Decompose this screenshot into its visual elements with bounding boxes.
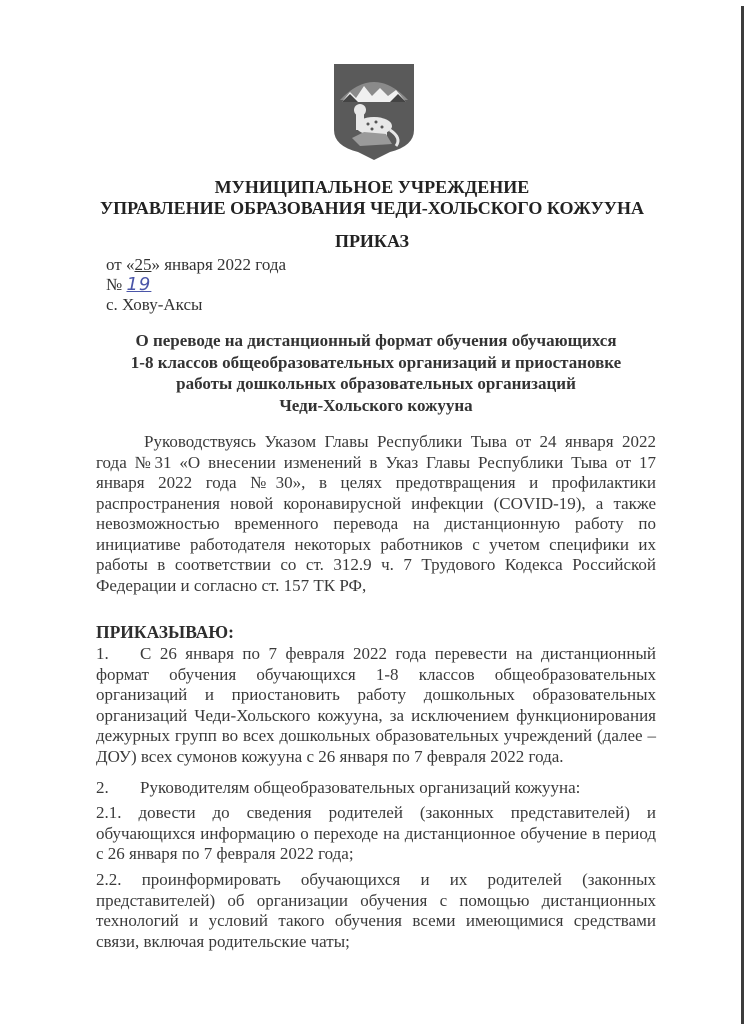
item-text: Руководителям общеобразовательных организаций кожууна:	[140, 778, 581, 797]
order-subject	[96, 330, 656, 416]
item-text: довести до сведения родителей (законных представителей) и обучающихся информацию о переходе на дистанционное обучение в период с 26 января по 7 февраля 2022 года;	[96, 803, 656, 863]
item-text: проинформировать обучающихся и их родителей (законных представителей) об организации обучения с помощью дистанционных технологий и условий такого обучения всеми имеющимися средствами связи, включая родительские чаты;	[96, 870, 656, 951]
organization-name-line-2: УПРАВЛЕНИЕ ОБРАЗОВАНИЯ ЧЕДИ-ХОЛЬСКОГО КОЖУУНА	[99, 198, 645, 218]
item-number: 2.1.	[96, 803, 122, 822]
date-suffix: » января 2022 года	[151, 255, 287, 274]
date-prefix: от «	[106, 255, 135, 274]
order-item-2-1	[96, 803, 656, 865]
order-number	[106, 275, 151, 295]
organization-name-line-1: МУНИЦИПАЛЬНОЕ УЧРЕЖДЕНИЕ	[214, 177, 530, 197]
subject-line: работы дошкольных образовательных организаций	[176, 374, 576, 393]
order-item-1	[96, 644, 656, 767]
subject-line: 1-8 классов общеобразовательных организаций и приостановке	[130, 352, 622, 372]
order-place: с. Хову-Аксы	[106, 295, 203, 314]
item-text: С 26 января по 7 февраля 2022 года перевести на дистанционный формат обучения обучающихся 1-8 классов общеобразовательных организаций и приостановить работу дошкольных образовательных организаций Чеди-Хольского кожууна, за исключением функционирования дежурных групп во всех дошкольных образовательных учреждений (далее – ДОУ) всех сумонов кожууна с 26 января по 7 февраля 2022 года.	[96, 644, 656, 766]
preamble-paragraph: Руководствуясь Указом Главы Республики Тыва от 24 января 2022 года №31 «О внесении изменений в Указ Главы Республики Тыва от 17 января 2022 года №30», в целях предотвращения и профилактики распространения новой коронавирусной инфекции (COVID-19), а также невозможностью временного перевода на дистанционную работу по инициативе работодателя некоторых работников с учетом специфики их работы в соответствии со ст. 312.9 ч. 7 Трудового Кодекса Российской Федерации и согласно ст. 157 ТК РФ,	[96, 432, 656, 595]
handwritten-order-number: 19	[126, 274, 152, 295]
coat-of-arms-emblem-icon	[330, 60, 418, 162]
document-type-title: ПРИКАЗ	[334, 231, 410, 251]
order-item-2	[96, 778, 656, 799]
orders-heading: ПРИКАЗЫВАЮ:	[96, 622, 234, 642]
order-date	[106, 255, 286, 275]
date-day: 25	[134, 255, 152, 274]
number-prefix: №	[106, 275, 127, 294]
subject-line: Чеди-Хольского кожууна	[279, 395, 473, 415]
subject-line: О переводе на дистанционный формат обучения обучающихся	[135, 331, 617, 350]
item-number: 2.2.	[96, 870, 122, 889]
item-number: 1.	[96, 644, 109, 663]
item-number: 2.	[96, 778, 109, 797]
order-item-2-2	[96, 870, 656, 952]
